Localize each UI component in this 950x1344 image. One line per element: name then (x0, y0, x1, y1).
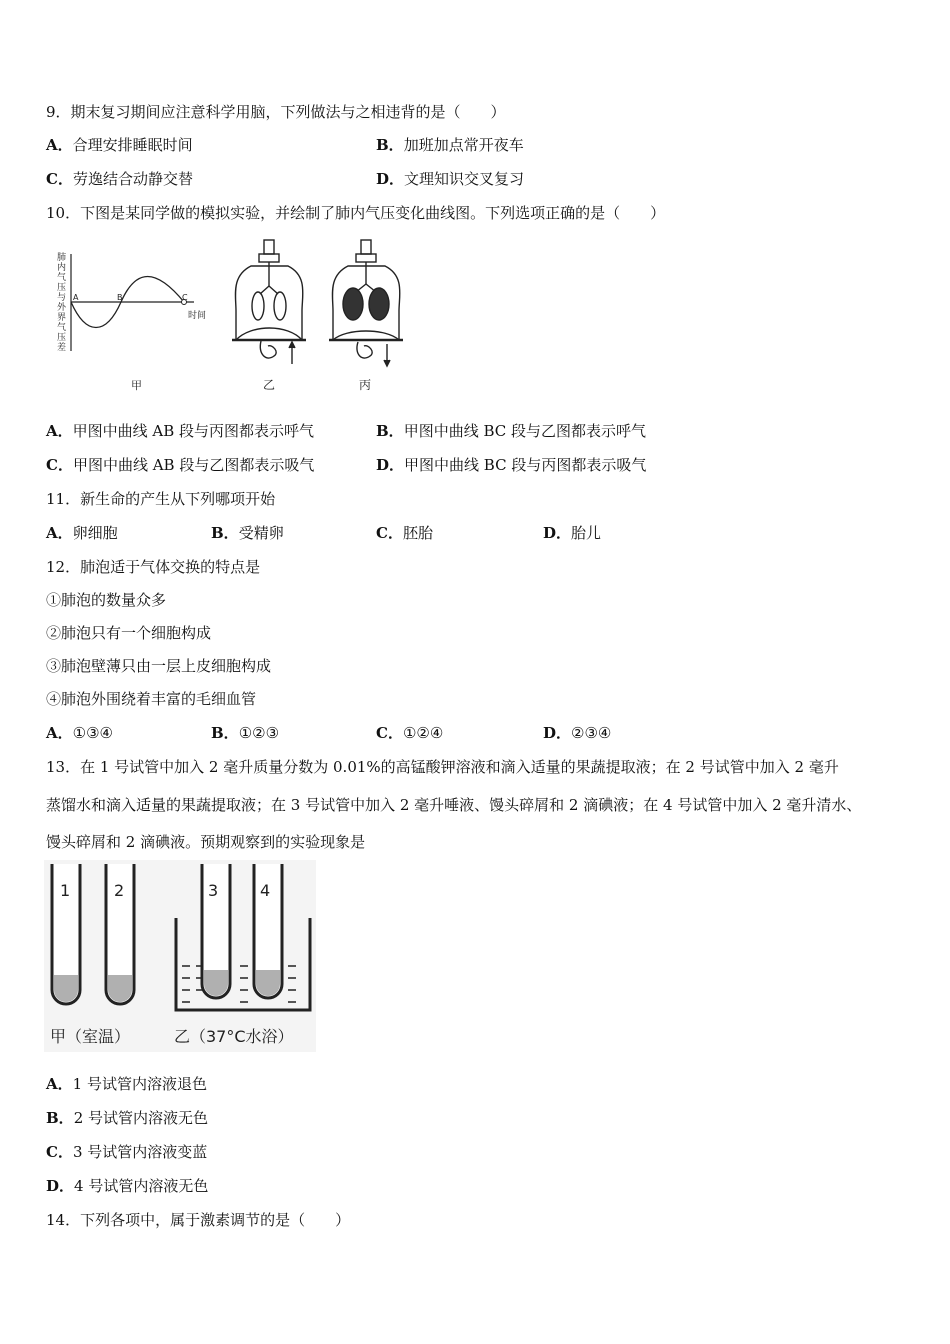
svg-text:4: 4 (260, 881, 271, 900)
q10-option-a[interactable]: A．甲图中曲线 AB 段与丙图都表示呼气 (46, 422, 315, 440)
svg-text:2: 2 (114, 881, 125, 900)
svg-text:界: 界 (57, 313, 67, 323)
bell-jar-bing (329, 240, 403, 366)
q12-item: ②肺泡只有一个细胞构成 (46, 624, 212, 642)
svg-text:与: 与 (57, 293, 67, 303)
time-axis-label: 时间 (188, 311, 207, 321)
q9-option-a[interactable]: A．合理安排睡眠时间 (46, 136, 193, 154)
q12-item: ④肺泡外围绕着丰富的毛细血管 (46, 690, 257, 708)
svg-text:内: 内 (57, 263, 67, 273)
svg-text:压: 压 (57, 333, 67, 343)
q11-option-b[interactable]: B．受精卵 (211, 524, 284, 542)
bell-jar-yi (232, 240, 306, 364)
q12-item: ①肺泡的数量众多 (46, 591, 167, 609)
q11-option-d[interactable]: D．胎儿 (543, 524, 602, 542)
test-tube-4 (254, 864, 282, 998)
q13-option-a[interactable]: A．1 号试管内溶液退色 (46, 1075, 207, 1093)
test-tube-figure (44, 860, 316, 1052)
q9-option-c[interactable]: C．劳逸结合动静交替 (46, 170, 193, 188)
svg-text:肺: 肺 (57, 253, 67, 263)
q10-option-c[interactable]: C．甲图中曲线 AB 段与乙图都表示吸气 (46, 456, 315, 474)
q12-option-d[interactable]: D．②③④ (543, 724, 612, 742)
q9-option-b[interactable]: B．加班加点常开夜车 (376, 136, 524, 154)
q10-stem: 10．下图是某同学做的模拟实验，并绘制了肺内气压变化曲线图。下列选项正确的是（ ） (46, 204, 666, 222)
caption-yi: 乙 (263, 378, 276, 392)
q12-stem: 12．肺泡适于气体交换的特点是 (46, 558, 261, 576)
pressure-curve-graph (57, 251, 206, 392)
q11-option-c[interactable]: C．胚胎 (376, 524, 433, 542)
q11-option-a[interactable]: A．卵细胞 (46, 524, 118, 542)
caption-jia: 甲 (131, 379, 142, 392)
caption-bing: 丙 (359, 378, 372, 392)
point-b-label: B (117, 293, 123, 302)
q12-option-a[interactable]: A．①③④ (46, 724, 113, 742)
svg-text:外: 外 (57, 303, 67, 313)
test-tube-2 (106, 864, 134, 1004)
svg-text:气: 气 (57, 273, 67, 283)
lung-pressure-figure (46, 236, 416, 401)
svg-text:3: 3 (208, 881, 219, 900)
q9-option-d[interactable]: D．文理知识交叉复习 (376, 170, 525, 188)
point-a-label: A (73, 293, 79, 302)
q12-option-c[interactable]: C．①②④ (376, 724, 444, 742)
test-tube-1 (52, 864, 80, 1004)
q13-option-b[interactable]: B．2 号试管内溶液无色 (46, 1109, 208, 1127)
point-c-label: C (182, 293, 188, 302)
q13-stem-line: 馒头碎屑和 2 滴碘液。预期观察到的实验现象是 (46, 833, 366, 851)
q13-stem-line: 13．在 1 号试管中加入 2 毫升质量分数为 0.01%的高锰酸钾溶液和滴入适量的果蔬提取液；在 2 号试管中加入 2 毫升 (46, 758, 839, 776)
q12-option-b[interactable]: B．①②③ (211, 724, 280, 742)
svg-text:气: 气 (57, 323, 67, 333)
caption-room-temp: 甲（室温） (50, 1027, 131, 1046)
q12-item: ③肺泡壁薄只由一层上皮细胞构成 (46, 657, 272, 675)
q13-stem-line: 蒸馏水和滴入适量的果蔬提取液；在 3 号试管中加入 2 毫升唾液、馒头碎屑和 2 滴碘液；在 4 号试管中加入 2 毫升清水、 (46, 796, 862, 814)
svg-text:1: 1 (60, 881, 71, 900)
q10-option-b[interactable]: B．甲图中曲线 BC 段与乙图都表示呼气 (376, 422, 647, 440)
q14-stem: 14．下列各项中，属于激素调节的是（ ） (46, 1211, 351, 1229)
svg-text:差: 差 (57, 343, 67, 353)
q10-option-d[interactable]: D．甲图中曲线 BC 段与丙图都表示吸气 (376, 456, 647, 474)
caption-water-bath: 乙（37°C水浴） (174, 1027, 294, 1046)
q13-option-c[interactable]: C．3 号试管内溶液变蓝 (46, 1143, 208, 1161)
test-tube-3 (202, 864, 230, 998)
q11-stem: 11．新生命的产生从下列哪项开始 (46, 490, 276, 508)
q9-stem: 9．期末复习期间应注意科学用脑，下列做法与之相违背的是（ ） (46, 103, 506, 121)
q13-option-d[interactable]: D．4 号试管内溶液无色 (46, 1177, 209, 1195)
svg-text:压: 压 (57, 283, 67, 293)
